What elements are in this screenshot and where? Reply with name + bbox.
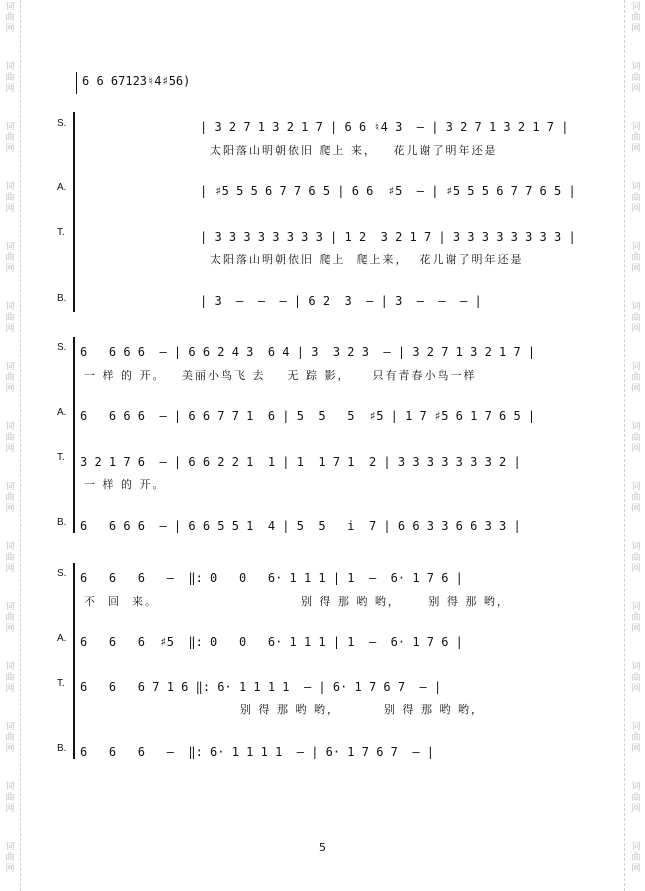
watermark-char: 词 bbox=[5, 302, 15, 312]
watermark-mark bbox=[3, 182, 17, 215]
intro-notes: 6 6 67123♮4♯56) bbox=[82, 74, 191, 88]
watermark-char: 曲 bbox=[5, 613, 15, 623]
watermark-char: 网 bbox=[631, 144, 641, 154]
watermark-char: 网 bbox=[5, 864, 15, 874]
soprano-notes: 6 6 6 6 — | 6 6 2 4 3 6 4 | 3 3 2 3 — | 3 2 7 1 3 2 1 7 | bbox=[80, 345, 536, 359]
watermark-char: 曲 bbox=[631, 493, 641, 503]
bass-notes: 6 6 6 — ‖: 6· 1 1 1 1 — | 6· 1 7 6 7 — | bbox=[80, 745, 435, 759]
soprano-lyrics: 太阳落山明朝依旧 爬上 来， 花儿谢了明年还是 bbox=[210, 144, 498, 157]
watermark-mark bbox=[629, 782, 643, 815]
watermark-char: 词 bbox=[5, 662, 15, 672]
page-number: 5 bbox=[319, 841, 326, 854]
watermark-char: 词 bbox=[5, 542, 15, 552]
watermark-char: 词 bbox=[631, 182, 641, 192]
alto-notes: | ♯5 5 5 6 7 7 6 5 | 6 6 ♯5 — | ♯5 5 5 6 7 7 6 5 | bbox=[200, 184, 576, 198]
watermark-char: 曲 bbox=[5, 13, 15, 23]
watermark-mark bbox=[629, 122, 643, 155]
watermark-mark bbox=[629, 482, 643, 515]
watermark-char: 曲 bbox=[5, 733, 15, 743]
watermark-mark bbox=[3, 482, 17, 515]
watermark-char: 网 bbox=[5, 24, 15, 34]
tenor-notes: 6 6 6 7 1 6 ‖: 6· 1 1 1 1 — | 6· 1 7 6 7 — | bbox=[80, 680, 442, 694]
watermark-char: 曲 bbox=[631, 733, 641, 743]
alto-notes: 6 6 6 ♯5 ‖: 0 0 6· 1 1 1 | 1 — 6· 1 7 6 | bbox=[80, 635, 463, 649]
watermark-char: 网 bbox=[631, 84, 641, 94]
watermark-char: 曲 bbox=[5, 73, 15, 83]
watermark-char: 词 bbox=[631, 662, 641, 672]
part-label-t: T. bbox=[57, 452, 65, 463]
watermark-char: 网 bbox=[5, 564, 15, 574]
watermark-char: 曲 bbox=[5, 673, 15, 683]
watermark-mark bbox=[629, 362, 643, 395]
watermark-mark bbox=[629, 182, 643, 215]
watermark-mark bbox=[629, 722, 643, 755]
watermark-char: 曲 bbox=[5, 853, 15, 863]
watermark-mark bbox=[629, 602, 643, 635]
watermark-mark bbox=[629, 302, 643, 335]
watermark-char: 网 bbox=[631, 24, 641, 34]
system-1-bracket bbox=[73, 112, 75, 312]
watermark-char: 词 bbox=[5, 62, 15, 72]
watermark-char: 词 bbox=[5, 722, 15, 732]
part-label-t: T. bbox=[57, 227, 65, 238]
watermark-char: 曲 bbox=[5, 553, 15, 563]
watermark-char: 曲 bbox=[5, 253, 15, 263]
watermark-mark bbox=[629, 542, 643, 575]
soprano-lyrics: 不 回 来。 别 得 那 哟 哟， 别 得 那 哟， bbox=[84, 595, 510, 608]
part-label-a: A. bbox=[57, 633, 67, 644]
watermark-char: 曲 bbox=[631, 313, 641, 323]
watermark-mark bbox=[3, 542, 17, 575]
watermark-mark bbox=[3, 302, 17, 335]
part-label-s: S. bbox=[57, 568, 67, 579]
bass-notes: | 3 — — — | 6 2 3 — | 3 — — — | bbox=[200, 294, 482, 308]
watermark-char: 词 bbox=[5, 782, 15, 792]
watermark-char: 词 bbox=[631, 242, 641, 252]
part-label-b: B. bbox=[57, 293, 67, 304]
right-dashed-margin bbox=[624, 0, 625, 891]
watermark-char: 网 bbox=[5, 744, 15, 754]
tenor-notes: | 3 3 3 3 3 3 3 3 | 1 2 3 2 1 7 | 3 3 3 3 3 3 3 3 | bbox=[200, 230, 576, 244]
watermark-char: 网 bbox=[5, 684, 15, 694]
watermark-mark bbox=[629, 2, 643, 35]
watermark-char: 曲 bbox=[5, 133, 15, 143]
alto-notes: 6 6 6 6 — | 6 6 7 7 1 6 | 5 5 5 ♯5 | 1 7 ♯5 6 1 7 6 5 | bbox=[80, 409, 536, 423]
watermark-char: 网 bbox=[5, 324, 15, 334]
watermark-mark bbox=[629, 62, 643, 95]
watermark-char: 曲 bbox=[631, 613, 641, 623]
watermark-mark bbox=[3, 662, 17, 695]
watermark-char: 词 bbox=[631, 602, 641, 612]
watermark-mark bbox=[3, 782, 17, 815]
watermark-mark bbox=[3, 602, 17, 635]
watermark-char: 网 bbox=[5, 204, 15, 214]
watermark-mark bbox=[629, 242, 643, 275]
watermark-char: 曲 bbox=[631, 673, 641, 683]
watermark-char: 网 bbox=[631, 744, 641, 754]
watermark-char: 网 bbox=[5, 264, 15, 274]
watermark-char: 网 bbox=[5, 84, 15, 94]
system-2-bracket bbox=[73, 337, 75, 533]
intro-bar-line bbox=[76, 72, 77, 94]
watermark-char: 网 bbox=[631, 624, 641, 634]
watermark-char: 词 bbox=[5, 842, 15, 852]
watermark-char: 网 bbox=[631, 324, 641, 334]
watermark-char: 曲 bbox=[5, 433, 15, 443]
watermark-char: 词 bbox=[5, 362, 15, 372]
watermark-char: 网 bbox=[5, 504, 15, 514]
watermark-char: 网 bbox=[5, 624, 15, 634]
watermark-mark bbox=[3, 362, 17, 395]
watermark-char: 词 bbox=[5, 122, 15, 132]
watermark-char: 词 bbox=[5, 182, 15, 192]
watermark-mark bbox=[3, 242, 17, 275]
watermark-char: 曲 bbox=[631, 13, 641, 23]
tenor-notes: 3 2 1 7 6 — | 6 6 2 2 1 1 | 1 1 7 1 2 | 3 3 3 3 3 3 3 2 | bbox=[80, 455, 521, 469]
watermark-char: 曲 bbox=[631, 193, 641, 203]
watermark-char: 网 bbox=[5, 444, 15, 454]
left-dashed-margin bbox=[20, 0, 21, 891]
watermark-char: 词 bbox=[631, 722, 641, 732]
watermark-char: 曲 bbox=[631, 73, 641, 83]
watermark-char: 词 bbox=[631, 842, 641, 852]
watermark-char: 曲 bbox=[5, 793, 15, 803]
system-3-bracket bbox=[73, 563, 75, 759]
watermark-char: 曲 bbox=[5, 373, 15, 383]
watermark-char: 曲 bbox=[631, 253, 641, 263]
watermark-char: 网 bbox=[631, 864, 641, 874]
watermark-char: 曲 bbox=[631, 133, 641, 143]
watermark-mark bbox=[3, 122, 17, 155]
watermark-char: 网 bbox=[631, 804, 641, 814]
watermark-char: 网 bbox=[631, 204, 641, 214]
watermark-mark bbox=[3, 722, 17, 755]
watermark-char: 词 bbox=[631, 482, 641, 492]
part-label-a: A. bbox=[57, 182, 67, 193]
watermark-char: 网 bbox=[5, 804, 15, 814]
soprano-notes: | 3 2 7 1 3 2 1 7 | 6 6 ♮4 3 — | 3 2 7 1 3 2 1 7 | bbox=[200, 120, 569, 134]
watermark-char: 网 bbox=[631, 384, 641, 394]
watermark-char: 网 bbox=[631, 504, 641, 514]
bass-notes: 6 6 6 6 — | 6 6 5 5 1 4 | 5 5 i 7 | 6 6 3 3 6 6 3 3 | bbox=[80, 519, 521, 533]
watermark-mark bbox=[3, 422, 17, 455]
part-label-s: S. bbox=[57, 342, 67, 353]
watermark-char: 曲 bbox=[631, 433, 641, 443]
watermark-mark bbox=[629, 662, 643, 695]
watermark-char: 词 bbox=[631, 302, 641, 312]
watermark-char: 词 bbox=[631, 782, 641, 792]
part-label-t: T. bbox=[57, 678, 65, 689]
tenor-lyrics: 太阳落山明朝依旧 爬上 爬上来， 花儿谢了明年还是 bbox=[210, 253, 524, 266]
watermark-char: 词 bbox=[631, 542, 641, 552]
watermark-char: 曲 bbox=[5, 493, 15, 503]
watermark-char: 词 bbox=[631, 2, 641, 12]
watermark-char: 词 bbox=[5, 2, 15, 12]
part-label-s: S. bbox=[57, 118, 67, 129]
watermark-char: 词 bbox=[5, 242, 15, 252]
watermark-mark bbox=[3, 2, 17, 35]
watermark-mark bbox=[3, 62, 17, 95]
watermark-char: 曲 bbox=[631, 373, 641, 383]
watermark-char: 曲 bbox=[631, 793, 641, 803]
watermark-char: 曲 bbox=[5, 313, 15, 323]
part-label-b: B. bbox=[57, 517, 67, 528]
soprano-lyrics: 一 样 的 开。 美丽小鸟飞 去 无 踪 影， 只有青春小鸟一样 bbox=[84, 369, 477, 382]
part-label-a: A. bbox=[57, 407, 67, 418]
watermark-char: 词 bbox=[5, 482, 15, 492]
watermark-char: 网 bbox=[631, 564, 641, 574]
watermark-char: 网 bbox=[631, 444, 641, 454]
watermark-char: 网 bbox=[5, 144, 15, 154]
watermark-mark bbox=[629, 422, 643, 455]
tenor-lyrics: 一 样 的 开。 bbox=[84, 478, 166, 491]
tenor-lyrics: 别 得 那 哟 哟， 别 得 那 哟 哟， bbox=[240, 703, 484, 716]
watermark-char: 曲 bbox=[631, 853, 641, 863]
watermark-char: 曲 bbox=[5, 193, 15, 203]
soprano-notes: 6 6 6 — ‖: 0 0 6· 1 1 1 | 1 — 6· 1 7 6 | bbox=[80, 571, 463, 585]
watermark-char: 词 bbox=[631, 62, 641, 72]
watermark-char: 词 bbox=[631, 362, 641, 372]
watermark-char: 词 bbox=[631, 422, 641, 432]
watermark-char: 词 bbox=[5, 602, 15, 612]
watermark-char: 网 bbox=[631, 264, 641, 274]
watermark-char: 网 bbox=[631, 684, 641, 694]
watermark-char: 词 bbox=[5, 422, 15, 432]
watermark-char: 词 bbox=[631, 122, 641, 132]
watermark-char: 曲 bbox=[631, 553, 641, 563]
part-label-b: B. bbox=[57, 743, 67, 754]
watermark-char: 网 bbox=[5, 384, 15, 394]
